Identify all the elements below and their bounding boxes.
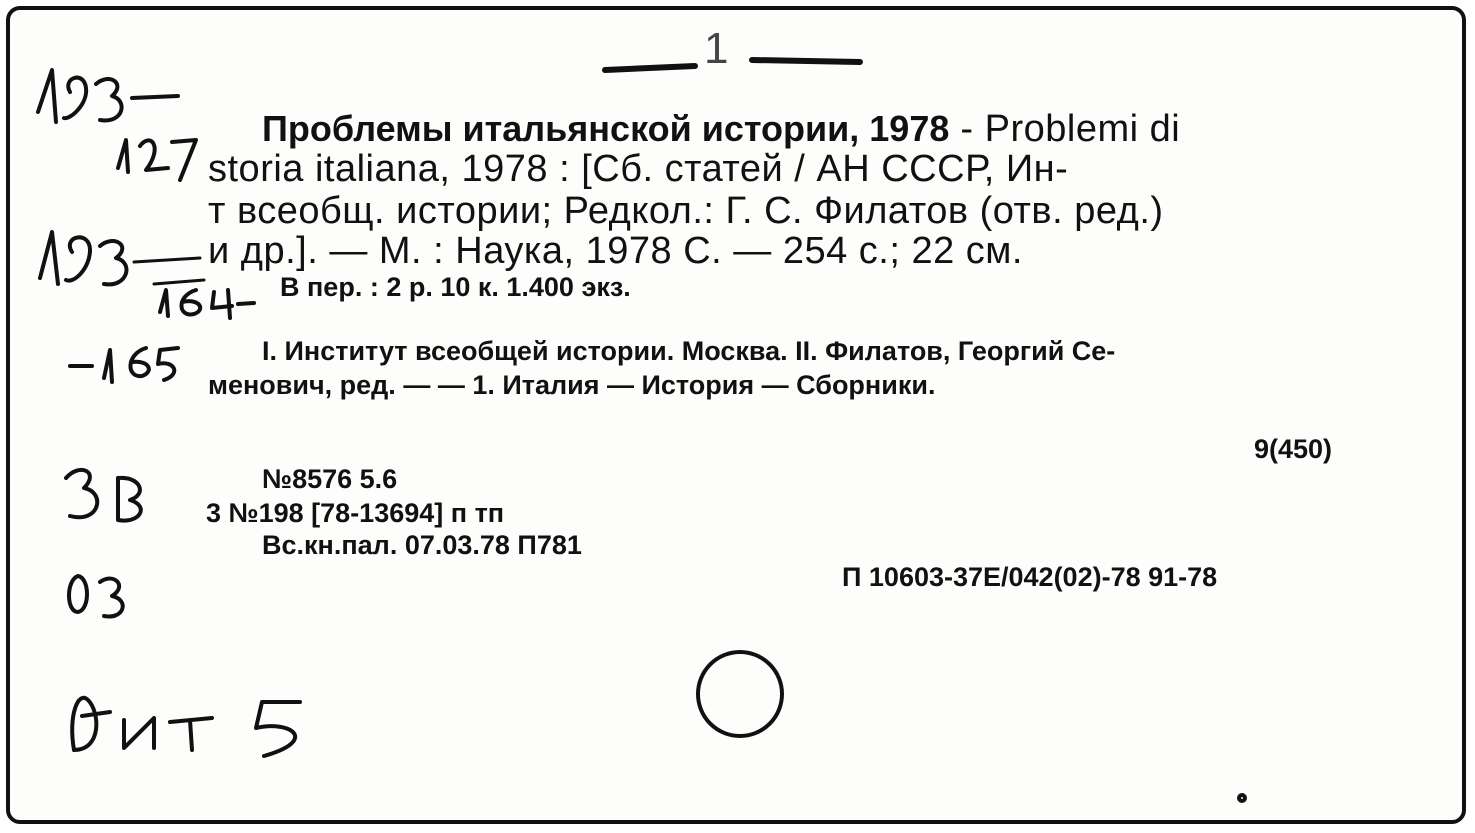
entry-line-4: и др.]. — М. : Наука, 1978 С. — 254 с.; 22 см. (208, 230, 1023, 272)
code-line-3: Вс.кн.пал. 07.03.78 П781 (262, 530, 582, 560)
entry-line-2: storia italiana, 1978 : [Сб. статей / АН СССР, Ин- (208, 148, 1069, 190)
index-code: П 10603-37Е/042(02)-78 91-78 (842, 562, 1218, 592)
entry-title: Проблемы итальянской истории, 1978 (262, 108, 950, 149)
classification-code: 9(450) (1254, 434, 1333, 464)
code-line-1: №8576 5.6 (262, 464, 398, 494)
code-line-2: 3 №198 [78-13694] п тп (206, 498, 505, 528)
entry-line-3: т всеобщ. истории; Редкол.: Г. С. Филатов (отв. ред.) (208, 190, 1164, 232)
subjects-line-1: I. Институт всеобщей истории. Москва. II. Филатов, Георгий Се- (262, 336, 1116, 366)
entry-parallel-title: - Problemi di (949, 108, 1181, 150)
entry-line-1 (262, 108, 1180, 151)
subjects-line-2: менович, ред. — — 1. Италия — История — Сборники. (208, 370, 936, 400)
card-number: 1 (704, 24, 729, 73)
price-line: В пер. : 2 р. 10 к. 1.400 экз. (280, 272, 631, 302)
